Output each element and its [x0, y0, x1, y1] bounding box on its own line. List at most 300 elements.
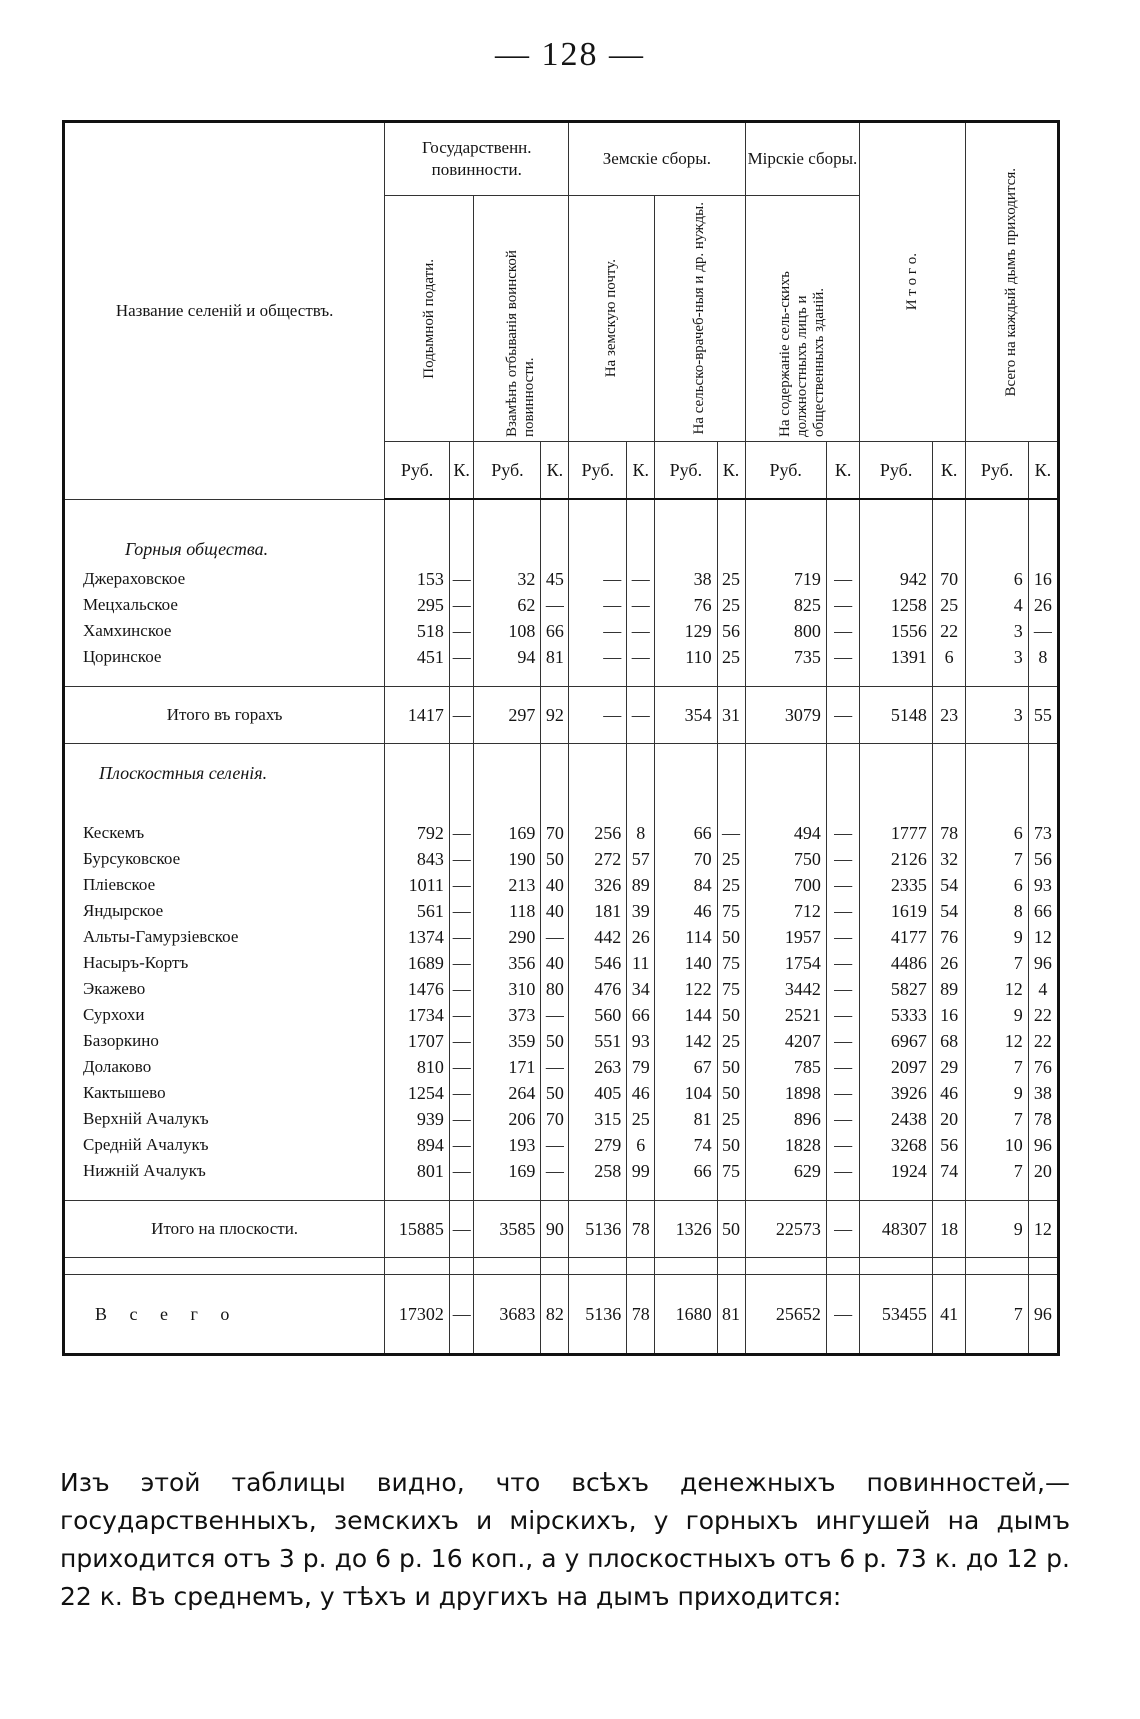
kop-cell: — [449, 644, 474, 670]
rub-cell: 9 [966, 1200, 1028, 1257]
rub-cell: 451 [385, 644, 450, 670]
kop-cell: 11 [627, 950, 655, 976]
settlement-name: Пліевское [64, 872, 385, 898]
rub-cell: 104 [655, 1080, 717, 1106]
rub-cell: 193 [474, 1132, 541, 1158]
rub-cell: 7 [966, 846, 1028, 872]
kop-cell: 50 [541, 846, 569, 872]
table-row [64, 898, 1059, 924]
kop-cell: — [826, 950, 859, 976]
rub-cell: 354 [655, 686, 717, 743]
rub-cell: 263 [569, 1054, 627, 1080]
kop-cell: — [449, 1158, 474, 1184]
group-header-mir: Мірскіе сборы. [745, 122, 860, 196]
rub-cell: 5136 [569, 1200, 627, 1257]
settlement-name: Экажево [64, 976, 385, 1002]
kop-cell: 56 [717, 618, 745, 644]
rub-cell: 213 [474, 872, 541, 898]
page-number: — 128 — [495, 36, 645, 73]
rub-cell: 7 [966, 1274, 1028, 1354]
kop-cell: 50 [717, 1132, 745, 1158]
kop-cell: — [449, 1200, 474, 1257]
unit-rub: Руб. [966, 442, 1028, 500]
kop-cell: — [826, 1200, 859, 1257]
rub-cell: 8 [966, 898, 1028, 924]
rub-cell: 1476 [385, 976, 450, 1002]
rub-cell: 144 [655, 1002, 717, 1028]
kop-cell: 99 [627, 1158, 655, 1184]
column-header-voinskaya: Взамѣнъ отбыванія воинской повинности. [474, 196, 569, 442]
settlement-name: Яндырское [64, 898, 385, 924]
settlement-name: Кактышево [64, 1080, 385, 1106]
kop-cell: 50 [541, 1028, 569, 1054]
kop-cell: — [449, 898, 474, 924]
kop-cell: 8 [1028, 644, 1058, 670]
table-row [64, 1158, 1059, 1184]
kop-cell: 40 [541, 950, 569, 976]
kop-cell: — [826, 566, 859, 592]
rub-cell: — [569, 566, 627, 592]
rub-cell: 76 [655, 592, 717, 618]
kop-cell: 75 [717, 976, 745, 1002]
settlement-name: Мецхальское [64, 592, 385, 618]
unit-kop: К. [826, 442, 859, 500]
rub-cell: 2126 [860, 846, 933, 872]
rub-cell: 1556 [860, 618, 933, 644]
settlement-name: Бурсуковское [64, 846, 385, 872]
kop-cell: 23 [932, 686, 965, 743]
kop-cell: — [826, 644, 859, 670]
kop-cell: 40 [541, 872, 569, 898]
rub-cell: 356 [474, 950, 541, 976]
kop-cell: 25 [717, 644, 745, 670]
table-row [64, 618, 1059, 644]
kop-cell: — [1028, 618, 1058, 644]
rub-cell: — [569, 686, 627, 743]
kop-cell: — [449, 1054, 474, 1080]
rub-cell: 4207 [745, 1028, 826, 1054]
kop-cell: 16 [1028, 566, 1058, 592]
unit-kop: К. [541, 442, 569, 500]
section-total-row [64, 1200, 1059, 1257]
kop-cell: — [826, 618, 859, 644]
rub-cell: 7 [966, 950, 1028, 976]
rub-cell: 2335 [860, 872, 933, 898]
rub-cell: 256 [569, 820, 627, 846]
rub-cell: 1680 [655, 1274, 717, 1354]
kop-cell: — [826, 1132, 859, 1158]
kop-cell: — [449, 1002, 474, 1028]
rub-cell: 15885 [385, 1200, 450, 1257]
rub-cell: 1828 [745, 1132, 826, 1158]
rub-cell: 1258 [860, 592, 933, 618]
settlement-name: Средній Ачалукъ [64, 1132, 385, 1158]
rub-cell: — [569, 618, 627, 644]
kop-cell: 76 [1028, 1054, 1058, 1080]
kop-cell: 79 [627, 1054, 655, 1080]
kop-cell: 80 [541, 976, 569, 1002]
rub-cell: 1957 [745, 924, 826, 950]
kop-cell: 31 [717, 686, 745, 743]
rub-cell: 476 [569, 976, 627, 1002]
kop-cell: 20 [932, 1106, 965, 1132]
kop-cell: 56 [932, 1132, 965, 1158]
rub-cell: 750 [745, 846, 826, 872]
rub-cell: 2521 [745, 1002, 826, 1028]
kop-cell: 68 [932, 1028, 965, 1054]
kop-cell: 55 [1028, 686, 1058, 743]
rub-cell: 279 [569, 1132, 627, 1158]
rub-cell: — [569, 592, 627, 618]
kop-cell: — [826, 1028, 859, 1054]
kop-cell: 70 [541, 1106, 569, 1132]
kop-cell: 66 [627, 1002, 655, 1028]
settlement-name: Кескемъ [64, 820, 385, 846]
table-row [64, 1002, 1059, 1028]
rub-cell: 719 [745, 566, 826, 592]
kop-cell: 40 [541, 898, 569, 924]
rub-cell: 66 [655, 1158, 717, 1184]
rub-cell: 4177 [860, 924, 933, 950]
kop-cell: 22 [932, 618, 965, 644]
kop-cell: — [627, 686, 655, 743]
rub-cell: 560 [569, 1002, 627, 1028]
unit-rub: Руб. [474, 442, 541, 500]
table-row [64, 1080, 1059, 1106]
rub-cell: 359 [474, 1028, 541, 1054]
kop-cell: 96 [1028, 1274, 1058, 1354]
rub-cell: 373 [474, 1002, 541, 1028]
kop-cell: — [449, 950, 474, 976]
rub-cell: 53455 [860, 1274, 933, 1354]
unit-kop: К. [449, 442, 474, 500]
kop-cell: 78 [1028, 1106, 1058, 1132]
rub-cell: 6 [966, 872, 1028, 898]
rub-cell: 12 [966, 1028, 1028, 1054]
section-title: Плоскостныя селенія. [64, 743, 385, 804]
kop-cell: — [627, 566, 655, 592]
kop-cell: 54 [932, 898, 965, 924]
rub-cell: 894 [385, 1132, 450, 1158]
kop-cell: 32 [932, 846, 965, 872]
rub-cell: 1011 [385, 872, 450, 898]
rub-cell: 17302 [385, 1274, 450, 1354]
rub-cell: 792 [385, 820, 450, 846]
rub-cell: 129 [655, 618, 717, 644]
kop-cell: 18 [932, 1200, 965, 1257]
rub-cell: 22573 [745, 1200, 826, 1257]
unit-rub: Руб. [655, 442, 717, 500]
table-row [64, 924, 1059, 950]
rub-cell: 67 [655, 1054, 717, 1080]
table-row [64, 644, 1059, 670]
rub-cell: 700 [745, 872, 826, 898]
kop-cell: 25 [932, 592, 965, 618]
rub-cell: 405 [569, 1080, 627, 1106]
rub-cell: 171 [474, 1054, 541, 1080]
kop-cell: — [449, 566, 474, 592]
kop-cell: 92 [541, 686, 569, 743]
rub-cell: 629 [745, 1158, 826, 1184]
rub-cell: 3 [966, 618, 1028, 644]
table-row [64, 1054, 1059, 1080]
tax-table [62, 120, 1060, 1356]
kop-cell: 75 [717, 950, 745, 976]
kop-cell: 6 [627, 1132, 655, 1158]
rub-cell: 1898 [745, 1080, 826, 1106]
kop-cell: 89 [932, 976, 965, 1002]
kop-cell: 54 [932, 872, 965, 898]
unit-kop: К. [717, 442, 745, 500]
rub-cell: 3 [966, 644, 1028, 670]
rub-cell: 1777 [860, 820, 933, 846]
kop-cell: — [449, 872, 474, 898]
rub-cell: 6967 [860, 1028, 933, 1054]
rub-cell: 122 [655, 976, 717, 1002]
kop-cell: 66 [541, 618, 569, 644]
rub-cell: 7 [966, 1106, 1028, 1132]
column-header-podymnaya: Подымной подати. [385, 196, 474, 442]
settlement-name: Хамхинское [64, 618, 385, 644]
table-row [64, 950, 1059, 976]
rub-cell: 1734 [385, 1002, 450, 1028]
rub-cell: 5136 [569, 1274, 627, 1354]
rub-cell: 1689 [385, 950, 450, 976]
rub-cell: 272 [569, 846, 627, 872]
kop-cell: — [627, 644, 655, 670]
settlement-name: Итого въ горахъ [64, 686, 385, 743]
kop-cell: — [541, 1054, 569, 1080]
kop-cell: 26 [627, 924, 655, 950]
rub-cell: 310 [474, 976, 541, 1002]
kop-cell: — [627, 592, 655, 618]
settlement-name: Верхній Ачалукъ [64, 1106, 385, 1132]
kop-cell: 50 [717, 1080, 745, 1106]
rub-cell: 551 [569, 1028, 627, 1054]
kop-cell: 50 [541, 1080, 569, 1106]
kop-cell: — [449, 820, 474, 846]
kop-cell: 75 [717, 1158, 745, 1184]
rub-cell: 118 [474, 898, 541, 924]
settlement-name: Итого на плоскости. [64, 1200, 385, 1257]
kop-cell: — [826, 872, 859, 898]
rub-cell: 84 [655, 872, 717, 898]
kop-cell: 34 [627, 976, 655, 1002]
section-title-row [64, 499, 1059, 566]
kop-cell: — [826, 1158, 859, 1184]
rub-cell: 785 [745, 1054, 826, 1080]
table-row [64, 1028, 1059, 1054]
rub-cell: 94 [474, 644, 541, 670]
kop-cell: 22 [1028, 1028, 1058, 1054]
rub-cell: 1707 [385, 1028, 450, 1054]
rub-cell: 843 [385, 846, 450, 872]
rub-cell: 12 [966, 976, 1028, 1002]
rub-cell: 169 [474, 820, 541, 846]
kop-cell: 96 [1028, 1132, 1058, 1158]
kop-cell: — [826, 686, 859, 743]
kop-cell: — [449, 1106, 474, 1132]
rub-cell: 801 [385, 1158, 450, 1184]
rub-cell: 190 [474, 846, 541, 872]
rub-cell: 5148 [860, 686, 933, 743]
body-paragraph: Изъ этой таблицы видно, что всѣхъ денежныхъ повинностей,— государственныхъ, земскихъ и мірскихъ, у горныхъ ингушей на дымъ приходится отъ 3 р. до 6 р. 16 коп., а у плоскостныхъ отъ 6 р. 73 к. до 12 р. 22 к. Въ среднемъ, у тѣхъ и другихъ на дымъ приходится: [60, 1468, 1070, 1611]
kop-cell: — [449, 592, 474, 618]
rub-cell: 442 [569, 924, 627, 950]
rub-cell: 10 [966, 1132, 1028, 1158]
rub-cell: 939 [385, 1106, 450, 1132]
settlement-name: Альты-Гамурзіевское [64, 924, 385, 950]
section-title: Горныя общества. [64, 499, 385, 566]
kop-cell: — [826, 1002, 859, 1028]
rub-cell: 295 [385, 592, 450, 618]
kop-cell: — [449, 1132, 474, 1158]
kop-cell: — [826, 846, 859, 872]
rub-cell: 264 [474, 1080, 541, 1106]
rub-cell: 110 [655, 644, 717, 670]
kop-cell: 25 [717, 872, 745, 898]
kop-cell: 46 [627, 1080, 655, 1106]
unit-kop: К. [932, 442, 965, 500]
kop-cell: — [449, 618, 474, 644]
kop-cell: 25 [717, 592, 745, 618]
unit-kop: К. [627, 442, 655, 500]
kop-cell: — [826, 1080, 859, 1106]
kop-cell: 70 [541, 820, 569, 846]
kop-cell: 38 [1028, 1080, 1058, 1106]
section-total-row [64, 686, 1059, 743]
unit-kop: К. [1028, 442, 1058, 500]
kop-cell: 4 [1028, 976, 1058, 1002]
table-row [64, 1106, 1059, 1132]
kop-cell: 57 [627, 846, 655, 872]
kop-cell: 78 [932, 820, 965, 846]
rub-cell: 62 [474, 592, 541, 618]
settlement-name: Цоринское [64, 644, 385, 670]
kop-cell: 81 [717, 1274, 745, 1354]
kop-cell: — [826, 898, 859, 924]
rub-cell: 9 [966, 1002, 1028, 1028]
rub-cell: 81 [655, 1106, 717, 1132]
rub-cell: 4 [966, 592, 1028, 618]
unit-rub: Руб. [385, 442, 450, 500]
rub-cell: 2438 [860, 1106, 933, 1132]
rub-cell: 32 [474, 566, 541, 592]
kop-cell: — [449, 1028, 474, 1054]
table-row [64, 976, 1059, 1002]
rub-cell: 108 [474, 618, 541, 644]
rub-cell: 6 [966, 820, 1028, 846]
rub-cell: 258 [569, 1158, 627, 1184]
rub-cell: 735 [745, 644, 826, 670]
kop-cell: 78 [627, 1274, 655, 1354]
kop-cell: — [449, 1274, 474, 1354]
settlement-name: Насыръ-Кортъ [64, 950, 385, 976]
kop-cell: 26 [1028, 592, 1058, 618]
kop-cell: 20 [1028, 1158, 1058, 1184]
rub-cell: 74 [655, 1132, 717, 1158]
rub-cell: 290 [474, 924, 541, 950]
group-header-state: Государственн. повинности. [385, 122, 569, 196]
kop-cell: 6 [932, 644, 965, 670]
rub-cell: 7 [966, 1158, 1028, 1184]
table-body [64, 499, 1059, 1354]
rub-cell: 825 [745, 592, 826, 618]
rub-cell: 3683 [474, 1274, 541, 1354]
kop-cell: 25 [717, 1028, 745, 1054]
kop-cell: 50 [717, 1002, 745, 1028]
kop-cell: 66 [1028, 898, 1058, 924]
rub-cell: 3 [966, 686, 1028, 743]
kop-cell: 89 [627, 872, 655, 898]
kop-cell: 12 [1028, 1200, 1058, 1257]
rub-cell: 5827 [860, 976, 933, 1002]
kop-cell: 75 [717, 898, 745, 924]
kop-cell: 29 [932, 1054, 965, 1080]
kop-cell: 50 [717, 1054, 745, 1080]
rub-cell: 140 [655, 950, 717, 976]
rub-cell: 494 [745, 820, 826, 846]
kop-cell: 93 [1028, 872, 1058, 898]
column-header-itogo: И т о г о. [860, 122, 966, 442]
rub-cell: 1754 [745, 950, 826, 976]
kop-cell: 25 [717, 1106, 745, 1132]
kop-cell: 25 [717, 566, 745, 592]
kop-cell: 78 [627, 1200, 655, 1257]
kop-cell: 90 [541, 1200, 569, 1257]
kop-cell: 76 [932, 924, 965, 950]
rub-cell: 518 [385, 618, 450, 644]
rub-cell: 9 [966, 1080, 1028, 1106]
unit-rub: Руб. [860, 442, 933, 500]
table-row [64, 846, 1059, 872]
kop-cell: — [449, 686, 474, 743]
kop-cell: 96 [1028, 950, 1058, 976]
unit-rub: Руб. [569, 442, 627, 500]
rub-cell: 800 [745, 618, 826, 644]
settlement-name: Базоркино [64, 1028, 385, 1054]
kop-cell: 50 [717, 1200, 745, 1257]
kop-cell: 16 [932, 1002, 965, 1028]
kop-cell: — [826, 976, 859, 1002]
kop-cell: 46 [932, 1080, 965, 1106]
kop-cell: 26 [932, 950, 965, 976]
rub-cell: 3442 [745, 976, 826, 1002]
table-row [64, 1132, 1059, 1158]
kop-cell: 25 [717, 846, 745, 872]
rub-cell: 66 [655, 820, 717, 846]
rub-cell: 206 [474, 1106, 541, 1132]
rub-cell: 546 [569, 950, 627, 976]
kop-cell: — [449, 976, 474, 1002]
group-header-zemstvo: Земскіе сборы. [569, 122, 745, 196]
kop-cell: — [541, 592, 569, 618]
kop-cell: — [717, 820, 745, 846]
kop-cell: — [826, 820, 859, 846]
name-column-header: Название селеній и обществъ. [64, 122, 385, 500]
kop-cell: — [826, 1054, 859, 1080]
kop-cell: — [541, 1158, 569, 1184]
kop-cell: 81 [541, 644, 569, 670]
kop-cell: 82 [541, 1274, 569, 1354]
rub-cell: 153 [385, 566, 450, 592]
rub-cell: 1391 [860, 644, 933, 670]
rub-cell: 46 [655, 898, 717, 924]
rub-cell: 712 [745, 898, 826, 924]
kop-cell: 50 [717, 924, 745, 950]
kop-cell: 22 [1028, 1002, 1058, 1028]
kop-cell: 45 [541, 566, 569, 592]
